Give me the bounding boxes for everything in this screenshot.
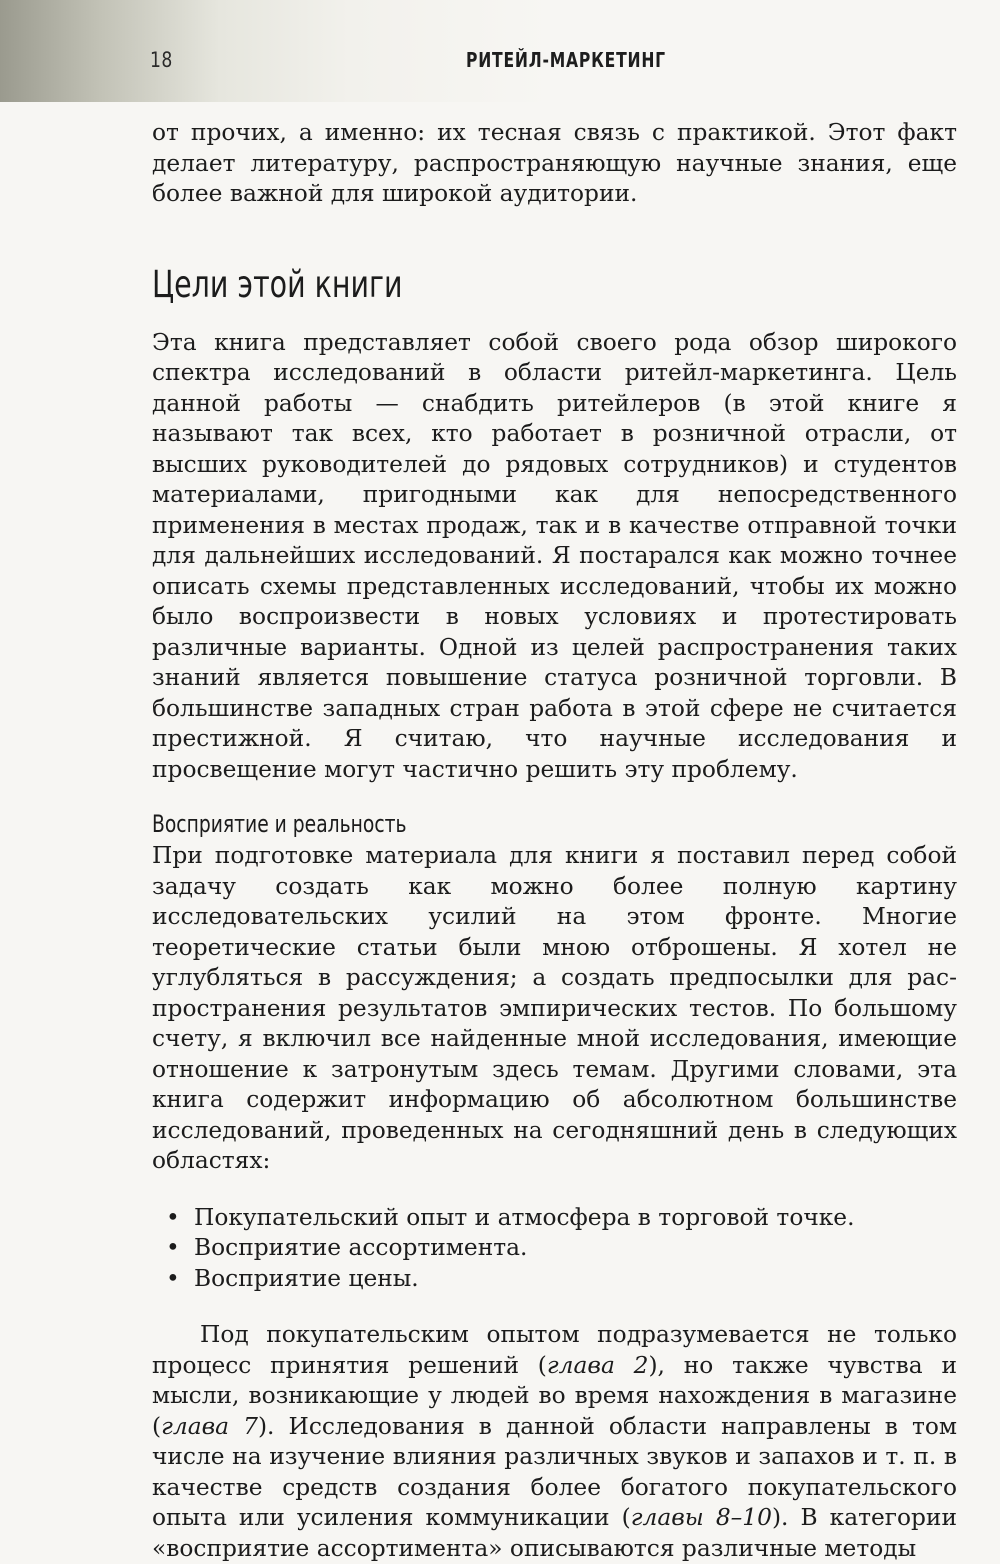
subsection-heading-perception: Восприятие и реальность <box>152 810 407 838</box>
page-body <box>152 118 957 1564</box>
running-head <box>0 48 1000 78</box>
page-number: 18 <box>150 48 173 72</box>
chapter-reference: глава 2 <box>546 1351 649 1379</box>
text-run: Под покупательским опытом подразумевается не только процесс принятия решений ( <box>152 1321 957 1379</box>
list-item <box>166 1203 957 1234</box>
text-run: ), но также чувства и мысли, возникающие у людей во время нахождения в магазине ( <box>152 1351 957 1440</box>
paragraph-experience <box>152 1320 957 1564</box>
paragraph-perception: При подготовке материала для книги я поставил перед собой задачу создать как можно более полную картину исследовательских усилий на этом фронте. Многие теоретические статьи были мною отброшены. Я хотел не углубляться в рассуждения; а создать предпосылки для распространения результатов эмпирических тестов. По большому счету, я включил все найденные мной исследования, имеющие отношение к затронутым здесь темам. Другими словами, эта книга содержит информацию об абсолютном большинстве исследований, проведенных на сегодняшний день в следующих областях: <box>152 842 957 1174</box>
list-item-text: Восприятие ассортимента. <box>194 1234 528 1261</box>
bullet-marker: • <box>166 1234 180 1261</box>
list-item-text: Покупательский опыт и атмосфера в торговой точке. <box>194 1203 855 1231</box>
bullet-marker: • <box>166 1264 180 1292</box>
text-run: ). В категории «восприятие ассортимента» описываются различные методы <box>152 1504 957 1562</box>
chapter-reference: главы 8–10 <box>630 1504 772 1531</box>
list-item <box>166 1233 957 1264</box>
list-item-text: Восприятие цены. <box>194 1264 419 1292</box>
running-title: РИТЕЙЛ-МАРКЕТИНГ <box>466 48 666 72</box>
list-item <box>166 1264 957 1295</box>
paragraph-continuation: от прочих, а именно: их тесная связь с практикой. Этот факт делает литературу, распространяющую научные знания, еще более важной для широкой аудитории. <box>152 119 957 207</box>
bullet-marker: • <box>166 1203 180 1231</box>
paragraph-goals: Эта книга представляет собой своего рода обзор широкого спектра исследований в области ритейл-маркетинга. Цель данной работы — снабдить ритейлеров (в этой книге я называют так всех, кто работает в розничной отрасли, от высших руководителей до рядовых сотрудников) и студентов материалами, пригодными как для непосредственного применения в местах продаж, так и в качестве отправной точки для дальнейших исследований. Я постарался как можно точнее описать схемы представленных исследований, чтобы их можно было воспроизвести в новых условиях и протестировать различные варианты. Одной из целей распространения таких знаний является повышение статуса розничной торговли. В большинстве западных стран работа в этой сфере не считается престижной. Я считаю, что научные исследования и просвещение могут частично решить эту проблему. <box>152 328 957 783</box>
bullet-list <box>152 1203 957 1295</box>
chapter-reference: глава 7 <box>161 1412 258 1440</box>
text-run: ). Исследования в данной области направлены в том числе на изучение влияния различных звуков и запахов и т. п. в качестве средств создания более богатого покупательского опыта или усиления коммуникации ( <box>152 1412 957 1531</box>
section-heading-goals: Цели этой книги <box>152 262 403 306</box>
